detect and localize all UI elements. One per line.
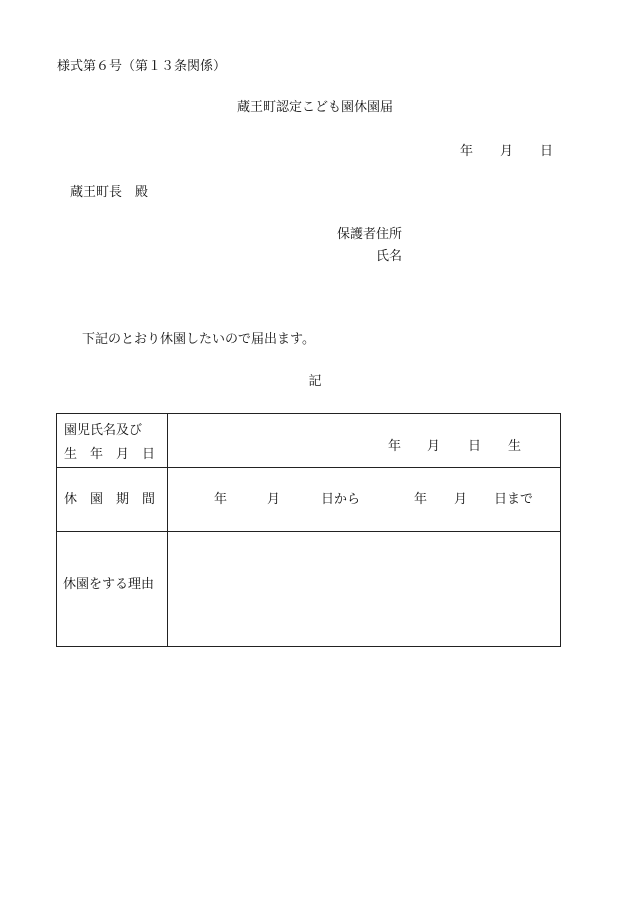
birth-month-label: 月: [427, 439, 441, 454]
table-row-reason: [57, 531, 560, 647]
birth-date-label: 生 年 月 日: [64, 447, 156, 462]
statement-text: 下記のとおり休園したいので届出ます。: [82, 332, 315, 347]
period-to-day: 日まで: [494, 492, 534, 507]
date-day-label: 日: [540, 144, 554, 159]
birth-born-label: 生: [508, 439, 522, 454]
reason-label: 休園をする理由: [63, 577, 155, 592]
date-month-label: 月: [500, 144, 514, 159]
document-title: 蔵王町認定こども園休園届: [236, 100, 393, 115]
guardian-address-label: 保護者住所: [337, 227, 403, 242]
ki-label: 記: [308, 374, 322, 389]
table-column-divider: [167, 414, 168, 646]
child-name-label: 園児氏名及び: [64, 423, 143, 438]
table-row-child-name: [57, 414, 560, 467]
period-from-year: 年: [214, 492, 228, 507]
period-label: 休 園 期 間: [64, 492, 156, 507]
guardian-name-label: 氏名: [376, 249, 403, 264]
birth-year-label: 年: [388, 439, 402, 454]
period-to-month: 月: [454, 492, 468, 507]
detail-table: [56, 413, 561, 647]
addressee: 蔵王町長 殿: [70, 185, 149, 200]
birth-day-label: 日: [468, 439, 482, 454]
period-to-year: 年: [414, 492, 428, 507]
period-from-day: 日から: [321, 492, 361, 507]
table-row-period: [57, 467, 560, 532]
period-from-month: 月: [267, 492, 281, 507]
date-year-label: 年: [460, 144, 474, 159]
form-number: 様式第６号（第１３条関係）: [57, 59, 227, 74]
